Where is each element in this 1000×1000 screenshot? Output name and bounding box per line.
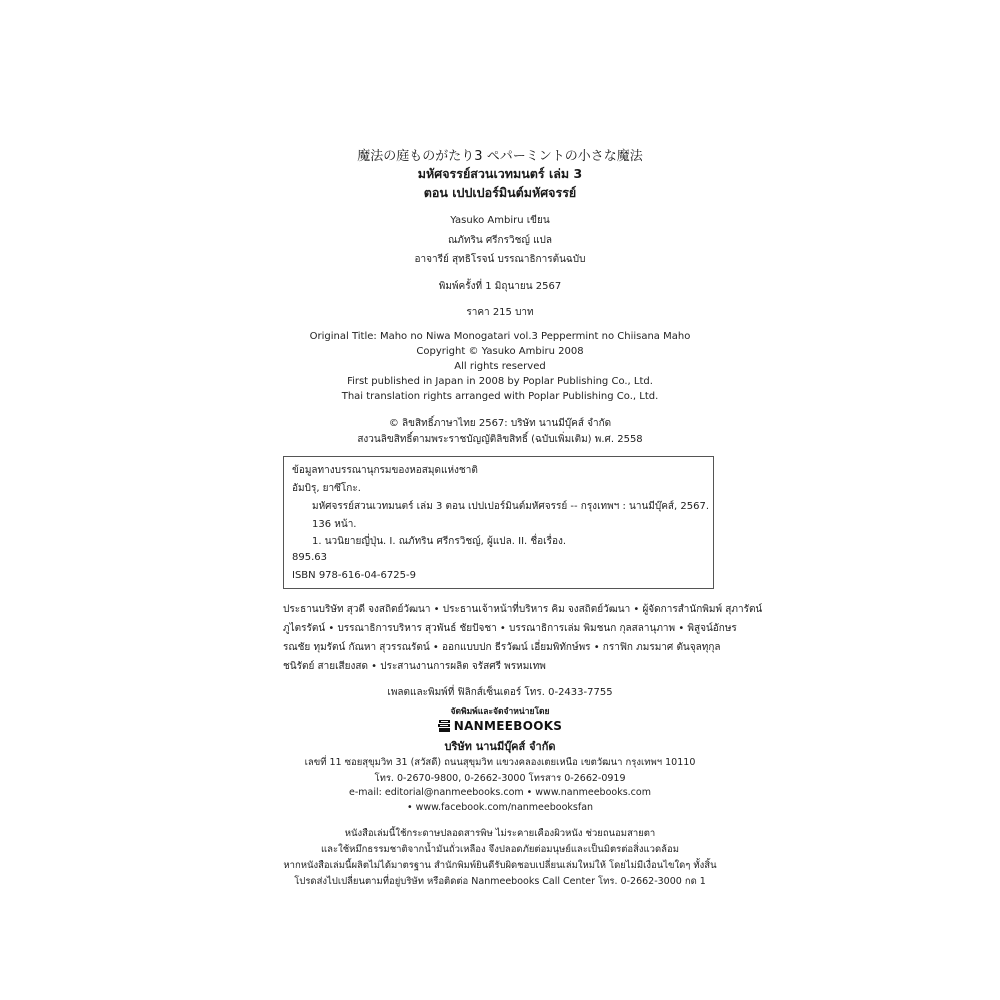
translator-credit: ณภัทริน ศรีกรวิชญ์ แปล xyxy=(447,235,552,246)
notice-line-3: หากหนังสือเล่มนี้ผลิตไม่ได้มาตรฐาน สำนักพิมพ์ยินดีรับผิดชอบเปลี่ยนเล่มใหม่ให้ โดยไม่มีเงื่อนไขใดๆ ทั้งสิ้น xyxy=(283,860,717,871)
company-name: บริษัท นานมีบุ๊คส์ จำกัด xyxy=(444,740,556,753)
notice-line-2: และใช้หมึกธรรมชาติจากน้ำมันถั่วเหลือง จึงปลอดภัยต่อมนุษย์และเป็นมิตรต่อสิ่งแวดล้อม xyxy=(321,844,679,855)
price-info: ราคา 215 บาท xyxy=(466,307,534,318)
distributor-label: จัดพิมพ์และจัดจำหน่ายโดย xyxy=(450,707,550,717)
cip-box xyxy=(283,456,714,589)
cip-author: อัมบิรุ, ยาซึโกะ. xyxy=(292,483,361,494)
all-rights-reserved: All rights reserved xyxy=(454,361,546,372)
notice-line-4: โปรดส่งไปเปลี่ยนตามที่อยู่บริษัท หรือติดต่อ Nanmeebooks Call Center โทร. 0-2662-3000 กด 1 xyxy=(294,876,706,887)
cip-entry: มหัศจรรย์สวนเวทมนตร์ เล่ม 3 ตอน เปปเปอร์มินต์มหัศจรรย์ -- กรุงเทพฯ : นานมีบุ๊คส์, 2567. xyxy=(312,501,710,512)
logo-text: NANMEEBOOKS xyxy=(453,719,563,733)
staff-line-2: ภูไตรรัตน์ • บรรณาธิการบริหาร สุวพันธ์ ชัยปัจชา • บรรณาธิการเล่ม พิมชนก กุลสลานุภาพ • พิสูจน์อักษร xyxy=(283,623,737,634)
original-title: Original Title: Maho no Niwa Monogatari vol.3 Peppermint no Chiisana Maho xyxy=(309,331,691,342)
thai-copyright-line-1: © ลิขสิทธิ์ภาษาไทย 2567: บริษัท นานมีบุ๊คส์ จำกัด xyxy=(388,418,612,429)
company-address: เลขที่ 11 ซอยสุขุมวิท 31 (สวัสดี) ถนนสุขุมวิท แขวงคลองเตยเหนือ เขตวัฒนา กรุงเทพฯ 10110 xyxy=(304,757,696,768)
staff-line-1: ประธานบริษัท สุวดี จงสถิตย์วัฒนา • ประธานเจ้าหน้าที่บริหาร คิม จงสถิตย์วัฒนา • ผู้จัดการสำนักพิมพ์ สุภารัตน์ xyxy=(283,604,763,615)
cip-isbn: ISBN 978-616-04-6725-9 xyxy=(292,570,416,581)
thai-title-line-1: มหัศจรรย์สวนเวทมนตร์ เล่ม 3 xyxy=(417,166,583,181)
cip-pages: 136 หน้า. xyxy=(312,519,357,530)
notice-line-1: หนังสือเล่มนี้ใช้กระดาษปลอดสารพิษ ไม่ระคายเคืองผิวหนัง ช่วยถนอมสายตา xyxy=(344,828,656,839)
author-credit: Yasuko Ambiru เขียน xyxy=(450,215,550,226)
translation-rights-note: Thai translation rights arranged with Poplar Publishing Co., Ltd. xyxy=(341,391,659,402)
thai-copyright-line-2: สงวนลิขสิทธิ์ตามพระราชบัญญัติลิขสิทธิ์ (ฉบับเพิ่มเติม) พ.ศ. 2558 xyxy=(357,434,643,445)
cip-classification: 895.63 xyxy=(292,552,327,563)
cip-header: ข้อมูลทางบรรณานุกรมของหอสมุดแห่งชาติ xyxy=(292,465,478,476)
original-copyright: Copyright © Yasuko Ambiru 2008 xyxy=(416,346,584,357)
edition-info: พิมพ์ครั้งที่ 1 มิถุนายน 2567 xyxy=(438,281,562,292)
publisher-logo xyxy=(0,718,1000,734)
printer-info: เพลตและพิมพ์ที่ ฟิลิกส์เซ็นเตอร์ โทร. 0-2433-7755 xyxy=(387,687,613,698)
book-stack-icon xyxy=(438,719,451,733)
editor-credit: อาจารีย์ สุทธิโรจน์ บรรณาธิการต้นฉบับ xyxy=(414,254,586,265)
first-published-note: First published in Japan in 2008 by Poplar Publishing Co., Ltd. xyxy=(347,376,653,387)
cip-subjects: 1. นวนิยายญี่ปุ่น. I. ณภัทริน ศรีกรวิชญ์, ผู้แปล. II. ชื่อเรื่อง. xyxy=(312,536,567,547)
company-facebook: • www.facebook.com/nanmeebooksfan xyxy=(406,802,594,813)
japanese-title: 魔法の庭ものがたり3 ペパーミントの小さな魔法 xyxy=(357,149,643,164)
staff-line-3: รณชัย ทุมรัตน์ กัณหา สุวรรณรัตน์ • ออกแบบปก ธีรวัฒน์ เอี่ยมพิทักษ์พร • กราฟิก ภมรมาศ ตันจุลทุกุล xyxy=(283,642,721,653)
staff-line-4: ชนิรัตย์ สายเสียงสด • ประสานงานการผลิต จรัสศรี พรหมเทพ xyxy=(283,661,546,672)
company-email-web: e-mail: editorial@nanmeebooks.com • www.nanmeebooks.com xyxy=(349,787,651,798)
thai-title-line-2: ตอน เปปเปอร์มินต์มหัศจรรย์ xyxy=(423,185,577,200)
company-phone: โทร. 0-2670-9800, 0-2662-3000 โทรสาร 0-2662-0919 xyxy=(374,773,626,784)
